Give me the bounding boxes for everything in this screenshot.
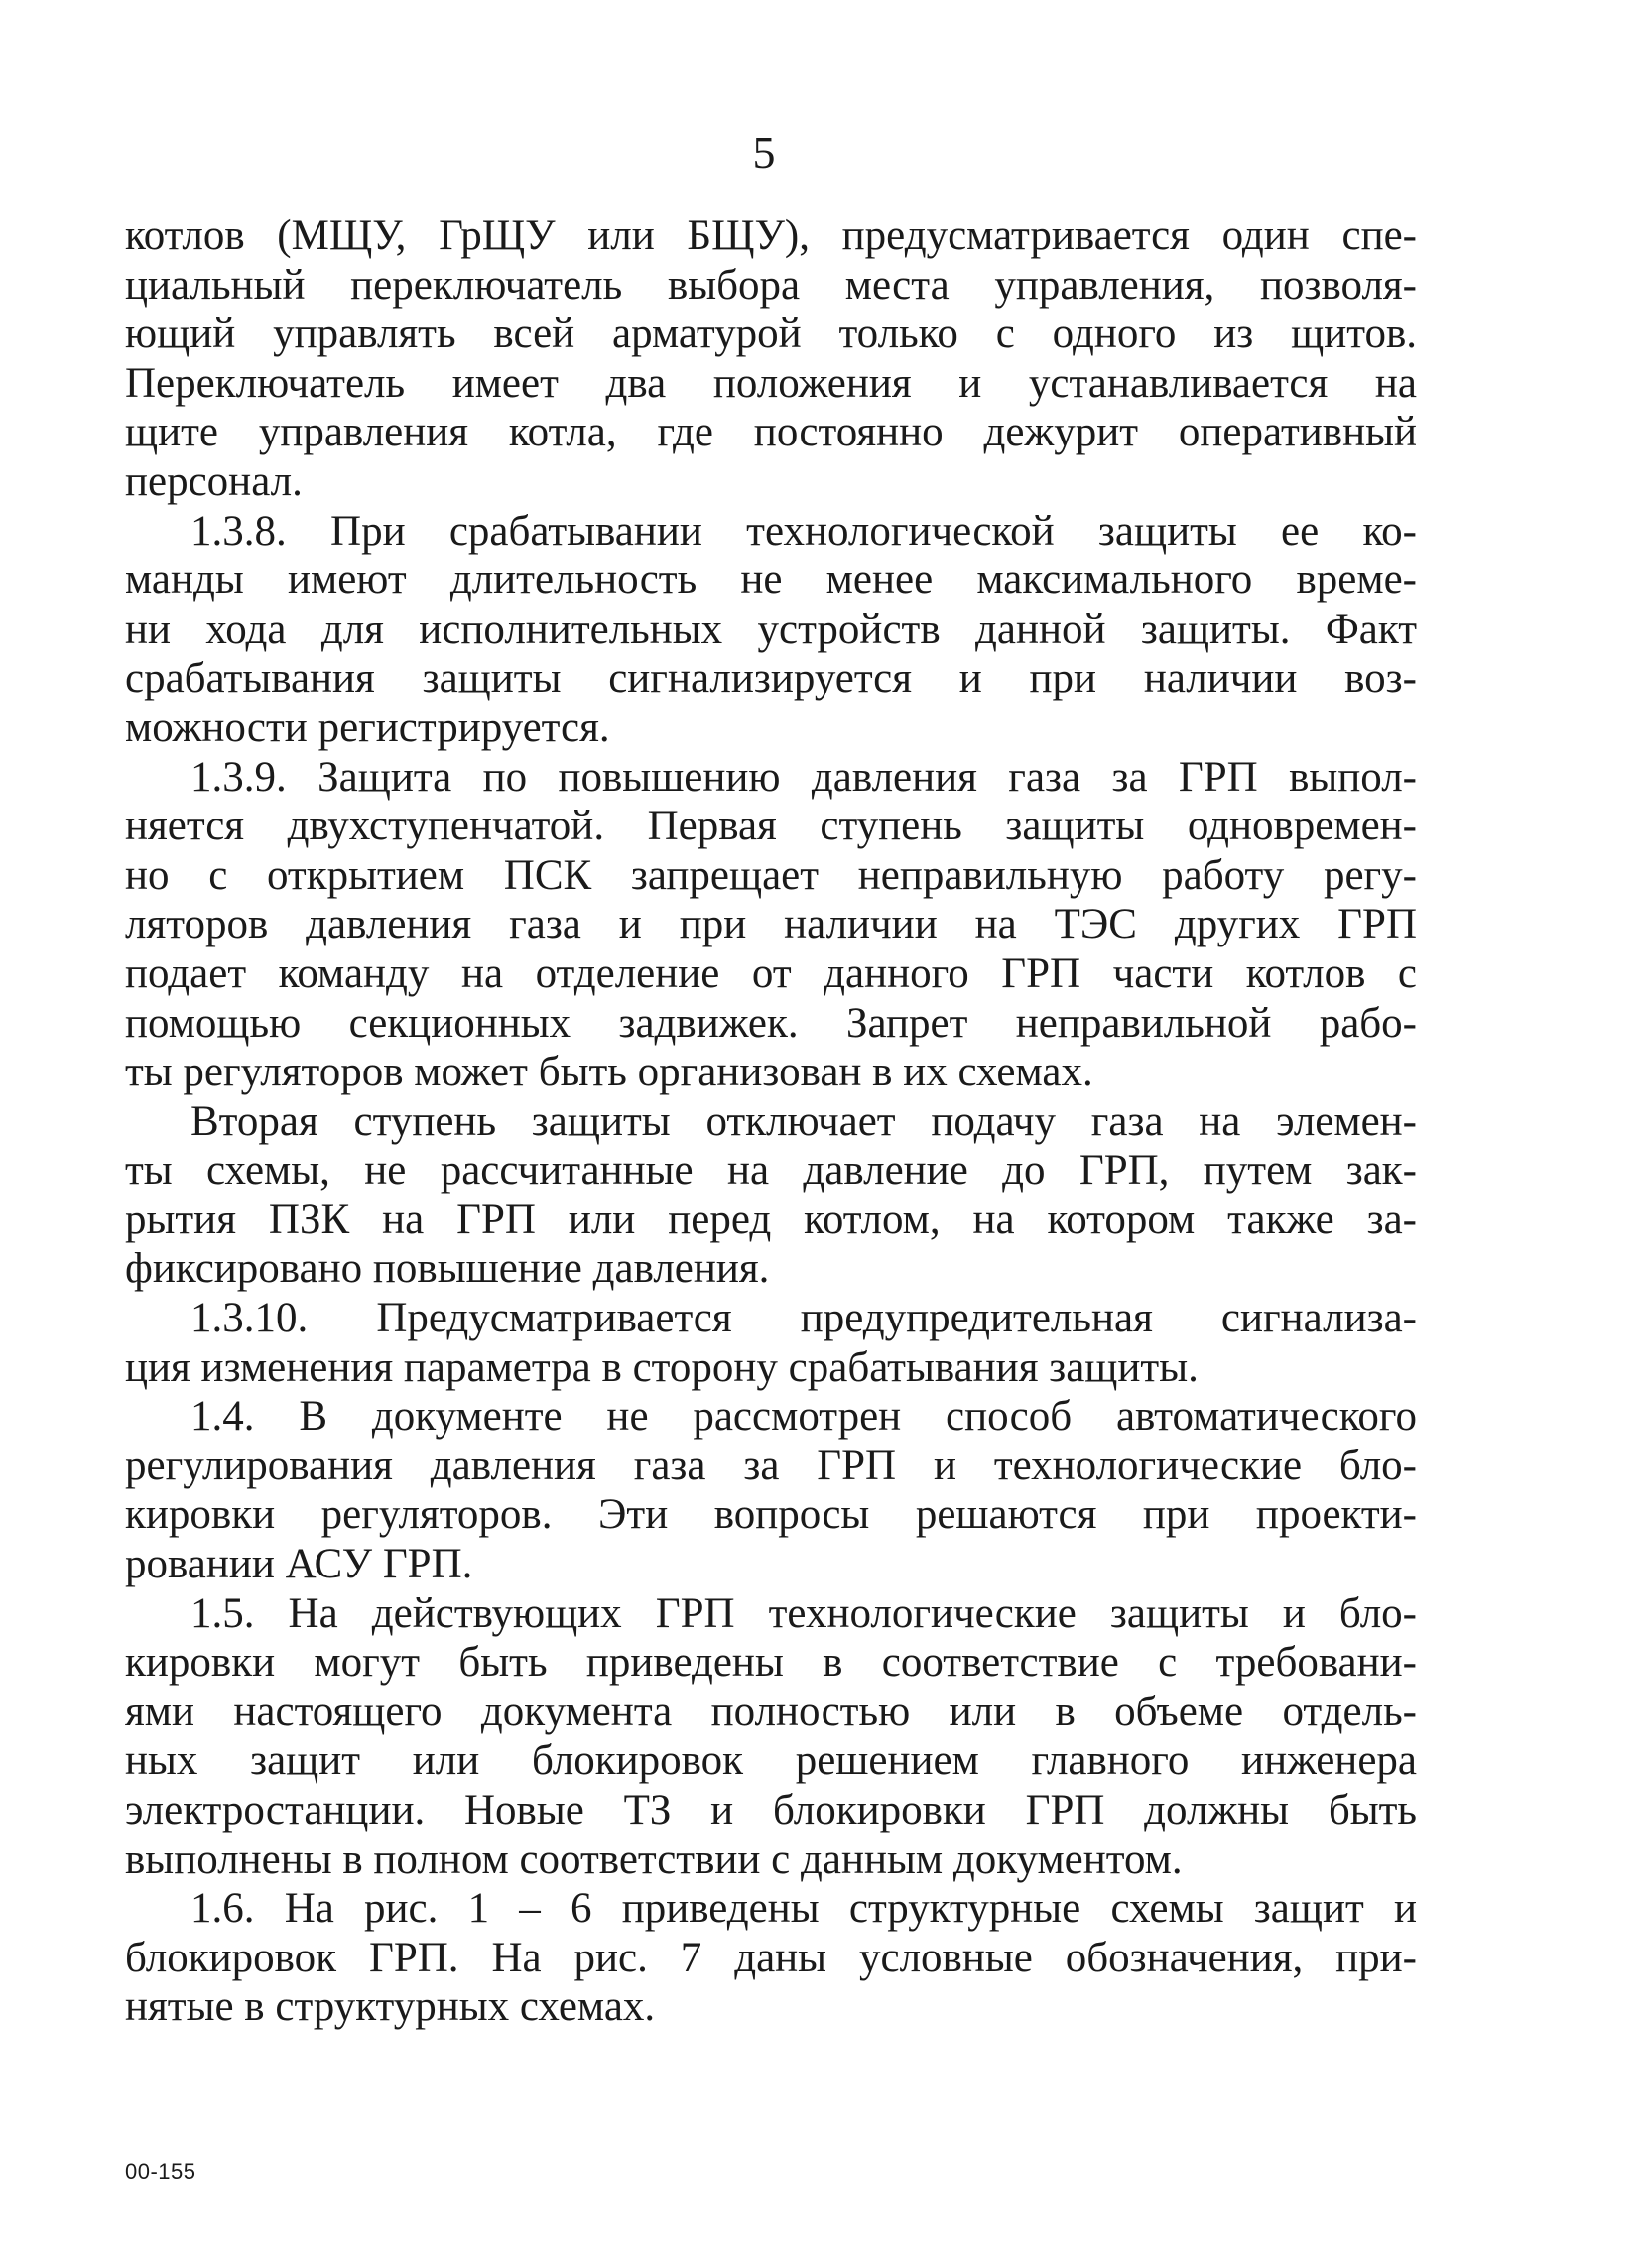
- text-line: выполнены в полном соответствии с данным документом.: [125, 1835, 1183, 1883]
- text-line: помощью секционных задвижек. Запрет неправильной рабо-: [125, 999, 1417, 1047]
- footer-code: 00-155: [125, 2159, 196, 2184]
- text-line: ных защит или блокировок решением главного инженера: [125, 1737, 1417, 1785]
- text-line: нятые в структурных схемах.: [125, 1983, 656, 2031]
- text-line: ты регуляторов может быть организован в их схемах.: [125, 1049, 1093, 1096]
- text-line: ями настоящего документа полностью или в объеме отдель-: [125, 1688, 1417, 1735]
- body-text: [125, 211, 1417, 2032]
- text-line: циальный переключатель выбора места управления, позволя-: [125, 261, 1417, 309]
- text-line: фиксировано повышение давления.: [125, 1245, 770, 1293]
- text-line: 1.3.8. При срабатывании технологической защиты ее ко-: [190, 507, 1417, 555]
- text-line: кировки могут быть приведены в соответствие с требовани-: [125, 1639, 1417, 1687]
- text-line: 1.4. В документе не рассмотрен способ автоматического: [190, 1393, 1417, 1441]
- text-line: ющий управлять всей арматурой только с одного из щитов.: [125, 311, 1417, 358]
- text-line: регулирования давления газа за ГРП и технологические бло-: [125, 1442, 1417, 1489]
- text-line: ровании АСУ ГРП.: [125, 1541, 473, 1588]
- text-line: блокировок ГРП. На рис. 7 даны условные обозначения, при-: [125, 1934, 1417, 1981]
- text-line: няется двухступенчатой. Первая ступень защиты одновремен-: [125, 803, 1417, 850]
- text-line: можности регистрируется.: [125, 703, 610, 751]
- text-line: ты схемы, не рассчитанные на давление до ГРП, путем зак-: [125, 1147, 1417, 1195]
- text-line: Вторая ступень защиты отключает подачу газа на элемен-: [190, 1097, 1417, 1145]
- text-line: срабатывания защиты сигнализируется и при наличии воз-: [125, 655, 1417, 702]
- text-line: ни хода для исполнительных устройств данной защиты. Факт: [125, 605, 1417, 653]
- text-line: подает команду на отделение от данного ГРП части котлов с: [125, 949, 1417, 997]
- text-line: манды имеют длительность не менее максимального време-: [125, 557, 1417, 604]
- text-line: рытия ПЗК на ГРП или перед котлом, на котором также за-: [125, 1196, 1417, 1243]
- text-line: ция изменения параметра в сторону срабатывания защиты.: [125, 1343, 1199, 1391]
- text-line: ляторов давления газа и при наличии на ТЭС других ГРП: [125, 901, 1417, 948]
- text-line: Переключатель имеет два положения и устанавливается на: [125, 359, 1417, 407]
- text-line: щите управления котла, где постоянно дежурит оперативный: [125, 409, 1417, 456]
- text-line: 1.3.9. Защита по повышению давления газа за ГРП выпол-: [190, 753, 1417, 801]
- text-line: электростанции. Новые ТЗ и блокировки ГРП должны быть: [125, 1787, 1417, 1833]
- text-line: но с открытием ПСК запрещает неправильную работу регу-: [125, 851, 1417, 899]
- text-line: кировки регуляторов. Эти вопросы решаются при проекти-: [125, 1491, 1417, 1539]
- text-line: 1.3.10. Предусматривается предупредительная сигнализа-: [190, 1295, 1417, 1342]
- page-number: 5: [752, 127, 776, 178]
- text-line: персонал.: [125, 457, 303, 505]
- text-line: 1.6. На рис. 1 – 6 приведены структурные схемы защит и: [190, 1885, 1417, 1933]
- text-line: котлов (МЩУ, ГрЩУ или БЩУ), предусматривается один спе-: [125, 212, 1417, 259]
- text-line: 1.5. На действующих ГРП технологические защиты и бло-: [190, 1589, 1417, 1637]
